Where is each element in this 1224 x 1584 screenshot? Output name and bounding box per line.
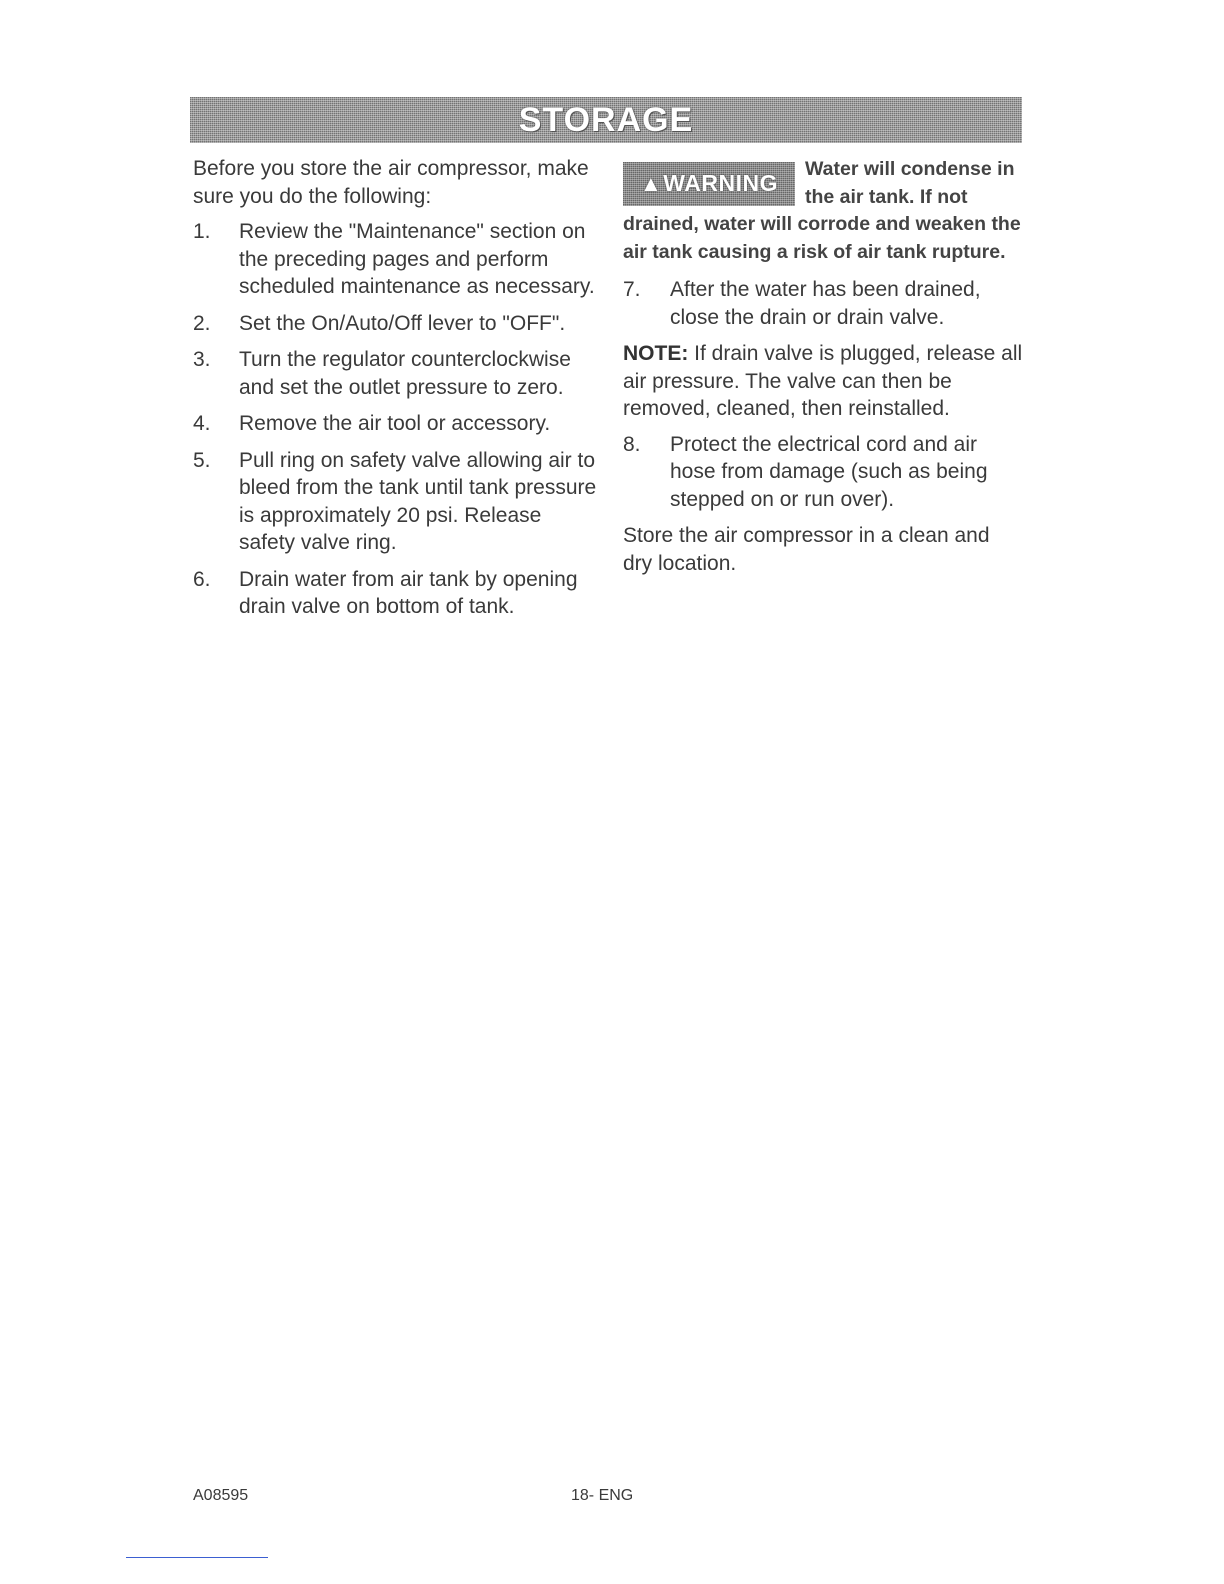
list-item bbox=[193, 566, 598, 621]
list-item bbox=[193, 218, 598, 301]
list-item-number: 2. bbox=[193, 311, 211, 335]
warning-badge bbox=[623, 162, 795, 206]
note-text: If drain valve is plugged, release all air pressure. The valve can then be removed, cleaned, then reinstalled. bbox=[623, 342, 1023, 420]
list-item-text: Pull ring on safety valve allowing air to bleed from the tank until tank pressure is approximately 20 psi. Release safety valve ring. bbox=[239, 448, 597, 554]
list-item-number: 7. bbox=[623, 278, 641, 301]
list-item-text: Protect the electrical cord and air hose from damage (such as being stepped on or run over). bbox=[670, 432, 988, 511]
page-number: 18- ENG bbox=[571, 1487, 634, 1504]
warning-triangle-icon: ▲ bbox=[640, 171, 663, 197]
list-item-number: 3. bbox=[193, 348, 211, 371]
list-item bbox=[193, 346, 598, 401]
bottom-rule bbox=[126, 1557, 268, 1558]
list-item-text: Remove the air tool or accessory. bbox=[239, 412, 551, 435]
section-banner bbox=[190, 97, 1022, 143]
list-item bbox=[193, 410, 598, 438]
warning-text: Water will condense in the air tank. If not drained, water will corrode and weaken the air tank causing a risk of air tank rupture. bbox=[623, 158, 1021, 263]
list-item-number: 1. bbox=[193, 220, 211, 243]
closing-paragraph: Store the air compressor in a clean and dry location. bbox=[623, 524, 990, 575]
list-item-text: Set the On/Auto/Off lever to "OFF". bbox=[239, 311, 566, 335]
list-item-number: 5. bbox=[193, 448, 211, 472]
note-paragraph bbox=[623, 340, 1023, 423]
left-column bbox=[193, 155, 598, 630]
list-item bbox=[623, 276, 1023, 331]
right-column bbox=[623, 156, 1023, 585]
warning-block bbox=[623, 156, 1023, 266]
list-item-text: Review the "Maintenance" section on the preceding pages and perform scheduled maintenance as necessary. bbox=[239, 220, 595, 298]
list-item bbox=[193, 310, 598, 338]
document-code: A08595 bbox=[193, 1487, 249, 1504]
list-item-text: Turn the regulator counterclockwise and set the outlet pressure to zero. bbox=[239, 348, 571, 399]
intro-paragraph: Before you store the air compressor, make sure you do the following: bbox=[193, 157, 589, 208]
list-item bbox=[193, 447, 598, 557]
warning-badge-text: WARNING bbox=[663, 170, 778, 197]
list-item bbox=[623, 431, 1023, 514]
note-label: NOTE: bbox=[623, 342, 689, 365]
list-item-number: 8. bbox=[623, 432, 641, 456]
list-item-number: 4. bbox=[193, 412, 211, 435]
section-title: STORAGE bbox=[518, 100, 694, 139]
list-item-text: After the water has been drained, close the drain or drain valve. bbox=[670, 278, 981, 329]
list-item-text: Drain water from air tank by opening drain valve on bottom of tank. bbox=[239, 567, 578, 618]
list-item-number: 6. bbox=[193, 567, 211, 591]
